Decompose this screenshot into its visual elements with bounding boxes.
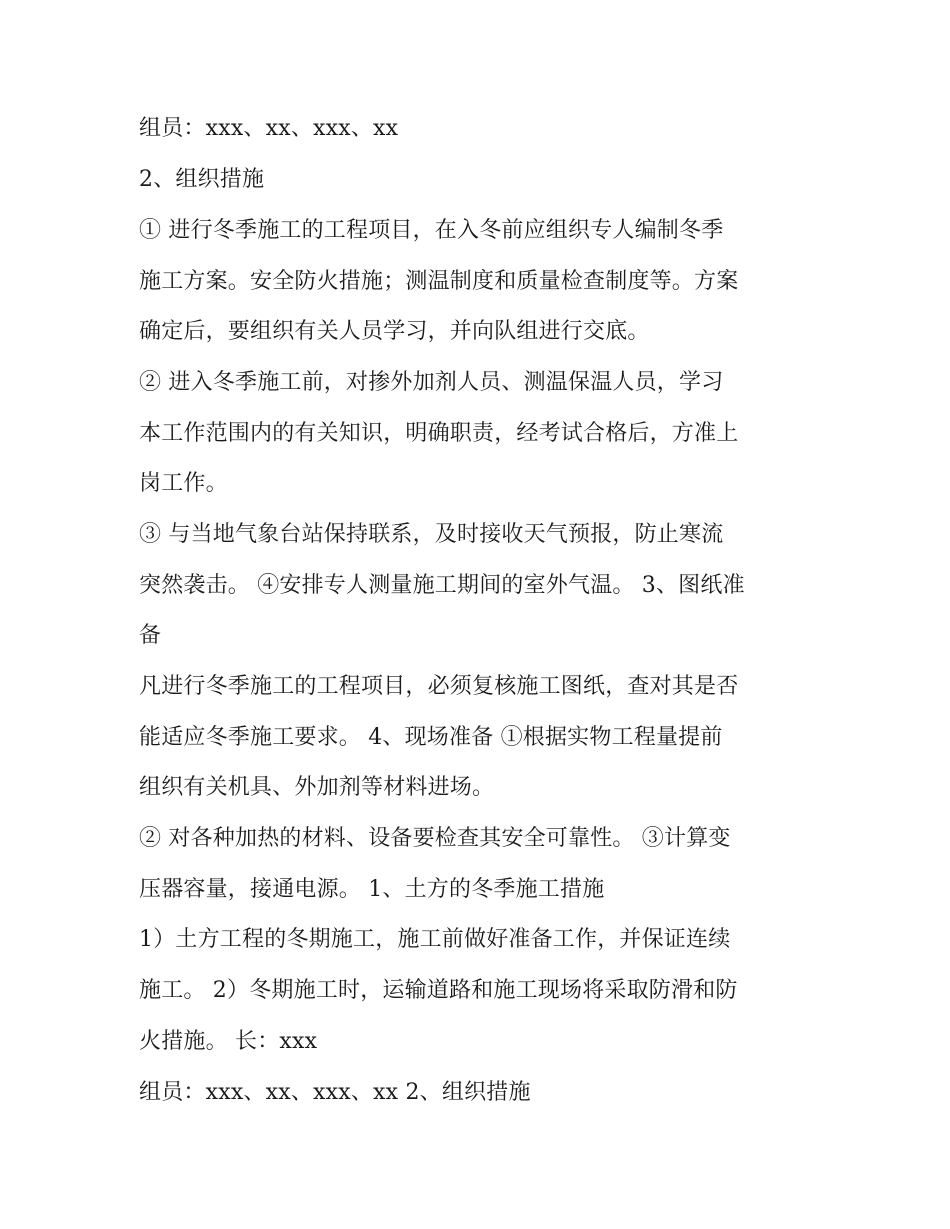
text-line: 组员：xxx、xx、xxx、xx 2、组织措施: [139, 1080, 531, 1105]
section-heading: 2、组织措施: [139, 167, 265, 192]
text-line: 凡进行冬季施工的工程项目，必须复核施工图纸，查对其是否: [139, 674, 739, 699]
text-line: ② 对各种加热的材料、设备要检查其安全可靠性。 ③计算变: [139, 826, 731, 851]
text-line: 施工。 2）冬期施工时，运输道路和施工现场将采取防滑和防: [139, 978, 738, 1003]
text-line: 突然袭击。 ④安排专人测量施工期间的室外气温。 3、图纸准: [139, 573, 745, 598]
text-line: 压器容量，接通电源。 1、土方的冬季施工措施: [139, 877, 605, 902]
text-line: 1）土方工程的冬期施工，施工前做好准备工作，并保证连续: [139, 927, 731, 952]
text-line: ① 进行冬季施工的工程项目，在入冬前应组织专人编制冬季: [139, 218, 724, 243]
text-line: 岗工作。: [139, 471, 228, 496]
text-line: 火措施。 长：xxx: [139, 1029, 318, 1054]
text-line: 能适应冬季施工要求。 4、现场准备 ①根据实物工程量提前: [139, 725, 723, 750]
text-line: ② 进入冬季施工前，对掺外加剂人员、测温保温人员，学习: [139, 370, 724, 395]
text-line: ③ 与当地气象台站保持联系，及时接收天气预报，防止寒流: [139, 522, 724, 547]
text-line: 组织有关机具、外加剂等材料进场。: [139, 775, 495, 800]
text-line: 组员：xxx、xx、xxx、xx: [139, 116, 399, 141]
text-line: 备: [139, 623, 162, 648]
text-line: 确定后，要组织有关人员学习，并向队组进行交底。: [139, 319, 650, 344]
text-line: 施工方案。安全防火措施；测温制度和质量检查制度等。方案: [139, 269, 739, 294]
text-line: 本工作范围内的有关知识，明确职责，经考试合格后，方准上: [139, 421, 739, 446]
